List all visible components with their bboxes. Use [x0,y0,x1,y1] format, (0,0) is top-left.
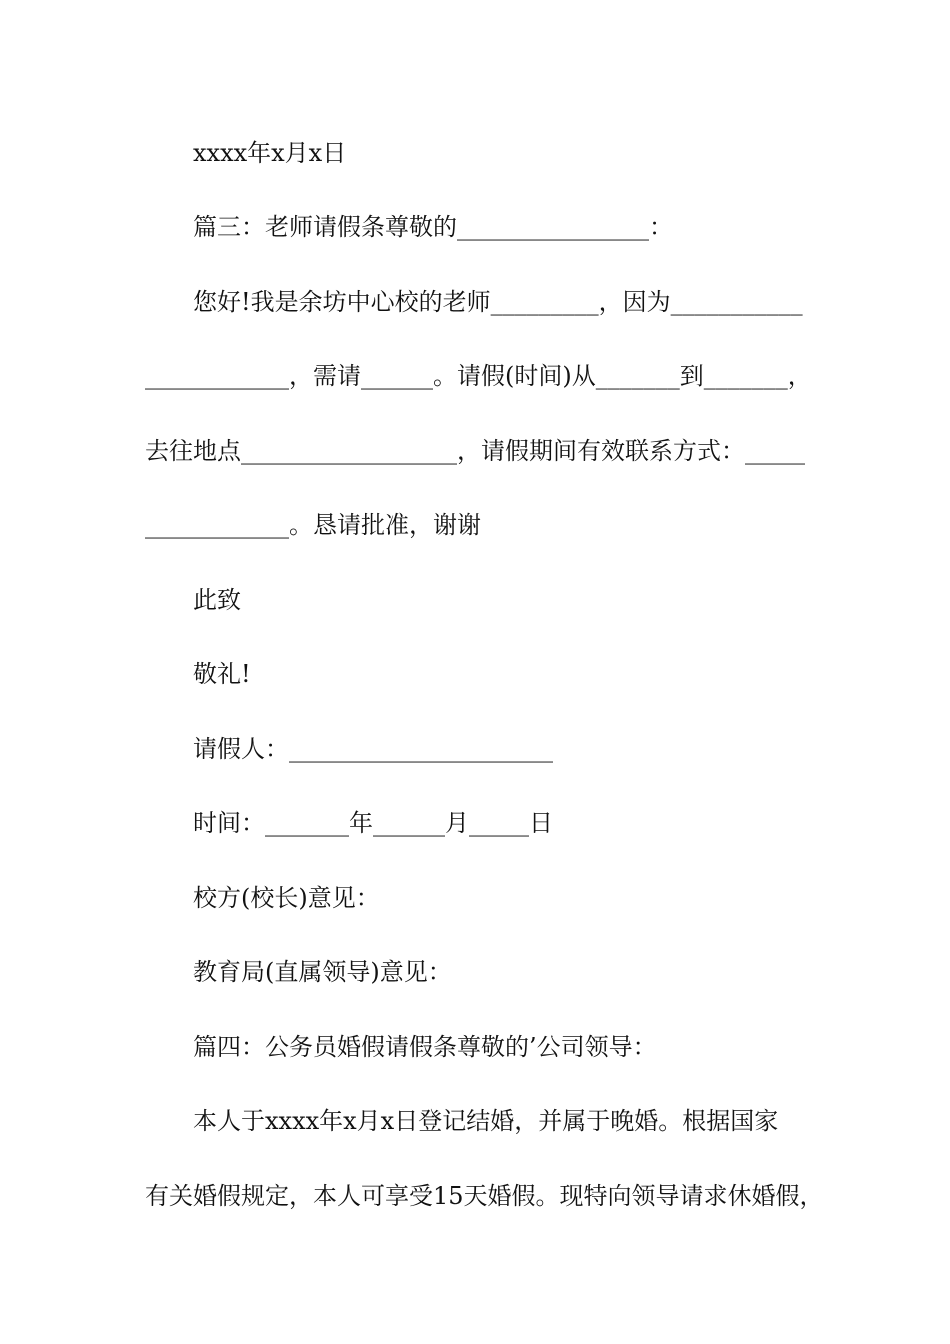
paragraph-line: 本人于xxxx年x月x日登记结婚，并属于晚婚。根据国家 [193,1107,779,1135]
paragraph-line: ____________。恳请批准，谢谢 [145,511,481,539]
date-line: xxxx年x月x日 [193,139,347,167]
applicant-line: 请假人：______________________ [193,735,553,763]
school-opinion-line: 校方(校长)意见： [193,884,380,912]
section-three-heading: 篇三：老师请假条尊敬的________________： [193,213,673,241]
education-bureau-opinion-line: 教育局(直属领导)意见： [193,958,452,986]
greeting-paragraph-line: 您好!我是余坊中心校的老师_________，因为___________ [193,288,803,316]
salutation-line: 敬礼! [193,660,251,688]
closing-line: 此致 [193,586,241,614]
section-four-heading: 篇四：公务员婚假请假条尊敬的’公司领导： [193,1033,657,1061]
paragraph-line: ____________，需请______。请假(时间)从_______到_______， [145,362,812,390]
paragraph-line: 去往地点__________________，请假期间有效联系方式：_____ [145,437,805,465]
paragraph-line: 有关婚假规定，本人可享受15天婚假。现特向领导请求休婚假， [145,1182,824,1210]
time-line: 时间：_______年______月_____日 [193,809,553,837]
